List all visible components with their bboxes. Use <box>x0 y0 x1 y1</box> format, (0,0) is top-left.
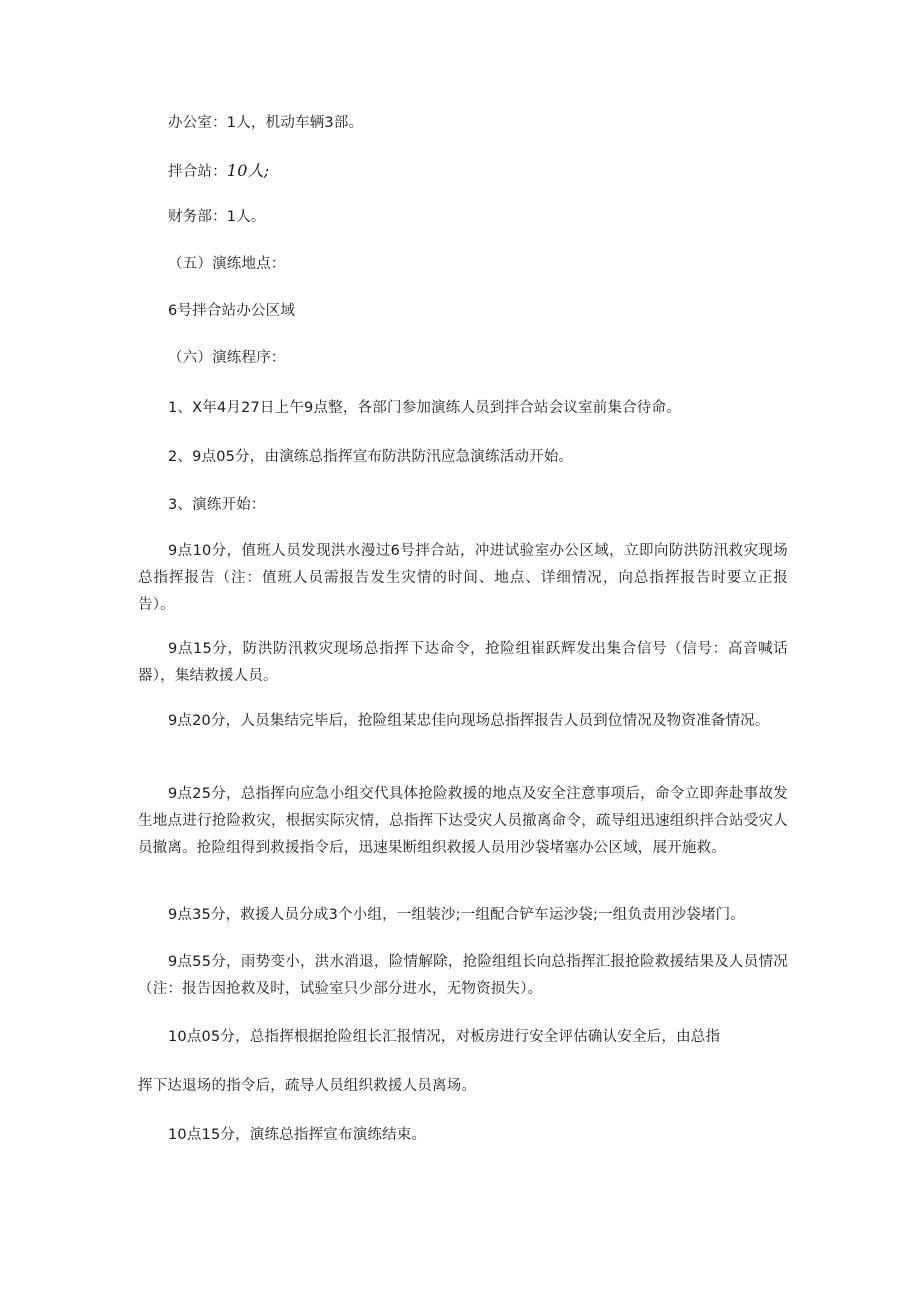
procedure-step-2: 2、9点05分，由演练总指挥宣布防洪防汛应急演练活动开始。 <box>168 449 574 465</box>
resource-mixing-station <box>168 157 269 186</box>
timeline-0935: 9点35分，救援人员分成3个小组，一组装沙;一组配合铲车运沙袋;一组负责用沙袋堵门。 <box>168 907 746 923</box>
section-heading-procedure: （六）演练程序： <box>168 350 286 366</box>
resource-mixing-station-label: 拌合站： <box>168 164 227 180</box>
section-heading-location: （五）演练地点： <box>168 256 286 272</box>
procedure-step-3: 3、演练开始： <box>168 497 266 513</box>
procedure-step-1: 1、X年4月27日上午9点整，各部门参加演练人员到拌合站会议室前集合待命。 <box>168 400 681 416</box>
timeline-1005-line1: 10点05分，总指挥根据抢险组长汇报情况，对板房进行安全评估确认安全后，由总指 <box>168 1029 721 1045</box>
resource-office: 办公室：1人，机动车辆3部。 <box>168 115 364 131</box>
timeline-1015: 10点15分，演练总指挥宣布演练结束。 <box>168 1127 427 1143</box>
resource-finance: 财务部：1人。 <box>168 209 266 225</box>
resource-mixing-station-value: 10人; <box>226 161 270 180</box>
location-value: 6号拌合站办公区域 <box>168 303 296 319</box>
timeline-1005-line2: 挥下达退场的指令后，疏导人员组织救援人员离场。 <box>138 1078 477 1094</box>
timeline-0910: 9点10分，值班人员发现洪水漫过6号拌合站，冲进试验室办公区域，立即向防洪防汛救灾现场总指挥报告（注：值班人员需报告发生灾情的时间、地点、详细情况，向总指挥报告时要立正报告）。 <box>138 543 788 613</box>
timeline-0915: 9点15分，防洪防汛救灾现场总指挥下达命令，抢险组崔跃辉发出集合信号（信号：高音喊话器），集结救援人员。 <box>138 641 788 684</box>
timeline-0955: 9点55分，雨势变小，洪水消退，险情解除，抢险组组长向总指挥汇报抢险救援结果及人员情况（注：报告因抢救及时，试验室只少部分进水，无物资损失）。 <box>138 954 788 997</box>
timeline-0925: 9点25分，总指挥向应急小组交代具体抢险救援的地点及安全注意事项后，命令立即奔赴事故发生地点进行抢险救灾，根据实际灾情，总指挥下达受灾人员撤离命令，疏导组迅速组织拌合站受灾人员撤离。抢险组得到救援指令后，迅速果断组织救援人员用沙袋堵塞办公区域，展开施救。 <box>138 786 788 856</box>
timeline-0920: 9点20分，人员集结完毕后，抢险组某忠佳向现场总指挥报告人员到位情况及物资准备情况。 <box>168 713 770 729</box>
